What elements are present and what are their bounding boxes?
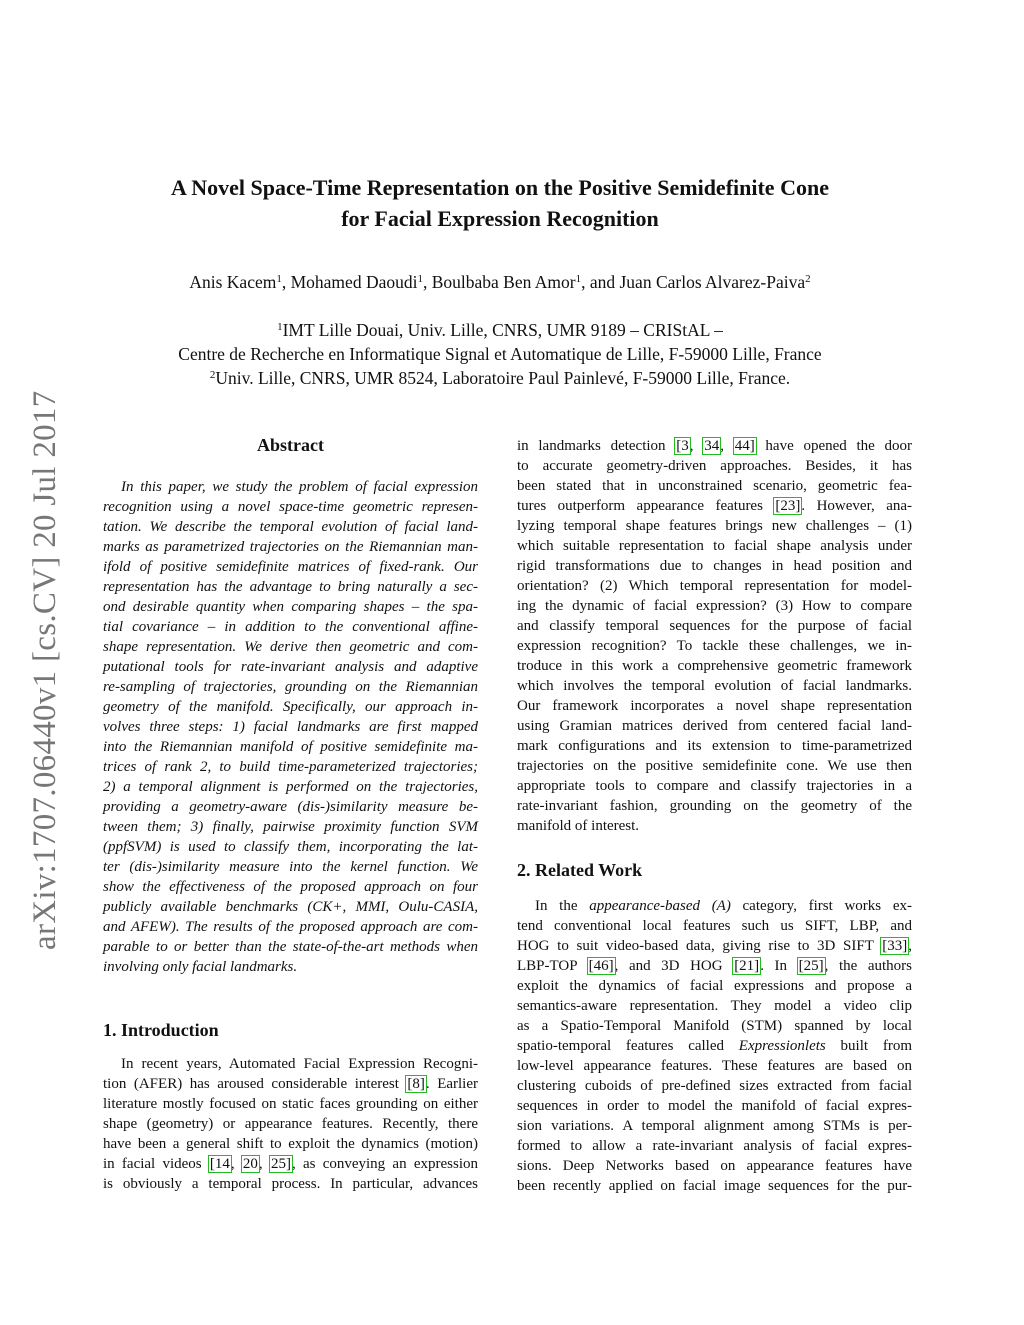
text-run: built from — [825, 1038, 912, 1054]
text-line: lyzing temporal shape features brings new challenges – (1) — [517, 518, 912, 534]
text-line: sequences in order to model the manifold of facial expres- — [517, 1098, 912, 1114]
text-line: which suitable representation to facial shape analysis under — [517, 538, 912, 554]
text-run: have opened the door — [755, 438, 913, 454]
author-affil-mark: 1 — [417, 273, 423, 285]
text-run: category, first works ex- — [730, 898, 912, 914]
text-line — [517, 936, 912, 956]
text-line: ing the dynamic of facial expression? (3) How to compare — [517, 598, 912, 614]
abstract-line: putational tools for rate-invariant analysis and adaptive — [103, 659, 478, 675]
affiliation-1b: Centre de Recherche en Informatique Signal et Automatique de Lille, F-59000 Lille, France — [178, 344, 822, 364]
abstract-line: (ppfSVM) is used to classify them, incorporating the lat- — [103, 839, 478, 855]
text-run: spatio-temporal features called — [517, 1038, 739, 1054]
text-line: In recent years, Automated Facial Expression Recogni- — [121, 1056, 478, 1072]
abstract-line: marks as parametrized trajectories on the Riemannian man- — [103, 539, 478, 555]
emphasis-text: appearance-based (A) — [589, 898, 731, 914]
text-line: exploit the dynamics of facial expressions and propose a — [517, 978, 912, 994]
citation-link[interactable]: [23] — [775, 498, 801, 514]
abstract-line: into the Riemannian manifold of positive semidefinite ma- — [103, 739, 478, 755]
text-run: . Earlier — [425, 1076, 478, 1092]
citation-link[interactable]: [3 — [676, 438, 689, 454]
author-name: Anis Kacem — [189, 272, 277, 292]
text-line: in landmarks detection [3, 34, 44] have opened the door — [517, 438, 913, 454]
abstract-line: representation has the advantage to bring naturally a sec- — [103, 579, 478, 595]
text-line: shape (geometry) or appearance features. Recently, there — [103, 1116, 478, 1132]
author-affil-mark: 1 — [276, 273, 282, 285]
text-line: literature mostly focused on static faces grounding on either — [103, 1096, 478, 1112]
text-line — [517, 1036, 912, 1056]
abstract-line: ond desirable quantity when comparing shapes – the spa- — [103, 599, 478, 615]
text-line: trajectories on the positive semidefinite cone. We use then — [517, 758, 912, 774]
abstract-line: recognition using a novel space-time geometric represen- — [103, 499, 478, 515]
author-name: , Boulbaba Ben Amor — [422, 272, 576, 292]
text-line: as a Spatio-Temporal Manifold (STM) spanned by local — [517, 1018, 912, 1034]
paper-title-line-2: for Facial Expression Recognition — [341, 206, 659, 231]
abstract-line: involving only facial landmarks. — [103, 959, 298, 975]
text-line: rate-invariant fashion, grounding on the geometry of the — [517, 798, 912, 814]
citation-link[interactable]: [8] — [407, 1076, 425, 1092]
abstract-line: volves three steps: 1) facial landmarks are first mapped — [103, 719, 478, 735]
text-line: to accurate geometry-driven approaches. Besides, it has — [517, 458, 912, 474]
abstract-line: ter (dis-)similarity measure into the kernel function. We — [103, 859, 478, 875]
citation-link[interactable]: 25] — [270, 1156, 291, 1172]
text-line: mark configurations and its extension to time-parametrized — [517, 738, 912, 754]
text-line: Our framework incorporates a novel shape representation — [517, 698, 912, 714]
abstract-line: re-sampling of trajectories, grounding on the Riemannian — [103, 679, 478, 695]
text-line: tend conventional local features such us SIFT, LBP, and — [517, 918, 912, 934]
section-heading-introduction: 1. Introduction — [103, 1020, 219, 1040]
affiliation-1 — [60, 319, 940, 341]
author-affil-mark: 2 — [805, 273, 811, 285]
text-run: , as conveying an expression — [291, 1156, 479, 1172]
author-list — [60, 271, 940, 293]
text-run: LBP-TOP — [517, 958, 588, 974]
paper-title-line-1: A Novel Space-Time Representation on the Positive Semidefinite Cone — [171, 175, 829, 200]
text-run: in facial videos — [103, 1156, 209, 1172]
text-run: tures outperform appearance features — [517, 498, 775, 514]
text-line: appropriate tools to compare and classify trajectories in a — [517, 778, 912, 794]
text-line: been recently applied on facial image sequences for the pur- — [517, 1178, 912, 1194]
text-line: sions. Deep Networks based on appearance features have — [517, 1158, 912, 1174]
citation-link[interactable]: [21] — [734, 958, 760, 974]
text-line: using Gramian matrices derived from centered facial land- — [517, 718, 912, 734]
citation-link[interactable]: [33] — [882, 938, 908, 954]
citation-link[interactable]: 20 — [242, 1156, 258, 1172]
text-line: troduce in this work a comprehensive geometric framework — [517, 658, 912, 674]
text-line — [103, 1074, 478, 1094]
abstract-line: and AFEW). The results of the proposed approach are com- — [103, 919, 478, 935]
citation-link[interactable]: 34 — [704, 438, 720, 454]
text-line: sion variations. A temporal alignment among STMs is per- — [517, 1118, 912, 1134]
author-name: , Mohamed Daoudi — [281, 272, 418, 292]
text-line: rigid transformations due to changes in head position and — [517, 558, 912, 574]
text-line: which involves the temporal evolution of facial landmarks. — [517, 678, 912, 694]
abstract-line: shape representation. We derive then geometric and com- — [103, 639, 478, 655]
affiliation-2 — [60, 367, 940, 389]
text-line: have been a general shift to exploit the dynamics (motion) — [103, 1136, 478, 1152]
abstract-line: In this paper, we study the problem of facial expression — [121, 479, 478, 495]
abstract-heading: Abstract — [257, 435, 324, 455]
text-line: in facial videos [14, 20, 25], as conveying an expression — [103, 1156, 479, 1172]
text-line: formed to allow a rate-invariant analysis of facial expres- — [517, 1138, 912, 1154]
emphasis-text: Expressionlets — [738, 1038, 826, 1054]
abstract-body — [103, 477, 478, 977]
text-run: in landmarks detection — [517, 438, 676, 454]
abstract-line: parable to or better than the state-of-the-art methods when — [103, 939, 478, 955]
related-work-paragraph — [517, 896, 912, 1196]
section-heading-related-work: 2. Related Work — [517, 860, 643, 880]
abstract-line: trices of rank 2, to build time-parameterized trajectories; — [103, 759, 478, 775]
text-run: . In — [760, 958, 798, 974]
text-line — [517, 496, 912, 516]
abstract-line: providing a geometry-aware (dis-)similarity measure be- — [103, 799, 478, 815]
affiliation-text: Univ. Lille, CNRS, UMR 8524, Laboratoire Paul Painlevé, F-59000 Lille, France. — [215, 368, 791, 388]
citation-link[interactable]: 44] — [734, 438, 755, 454]
citation-link[interactable]: [14 — [209, 1156, 230, 1172]
abstract-line: show the effectiveness of the proposed approach on four — [103, 879, 478, 895]
text-line: is obviously a temporal process. In particular, advances — [103, 1176, 478, 1192]
text-line: and classify temporal sequences for the purpose of facial — [517, 618, 912, 634]
text-line: orientation? (2) Which temporal representation for model- — [517, 578, 912, 594]
abstract-line: geometry of the manifold. Specifically, our approach in- — [103, 699, 478, 715]
abstract-line: ifold of positive semidefinite matrices of fixed-rank. Our — [103, 559, 478, 575]
text-line: low-level appearance features. These features are based on — [517, 1058, 912, 1074]
text-run: , the authors — [824, 958, 913, 974]
text-line: semantics-aware representation. They model a video clip — [517, 998, 912, 1014]
affil-mark: 1 — [277, 321, 283, 333]
text-run: , — [908, 938, 912, 954]
abstract-line: tial covariance – in addition to the conventional affine- — [103, 619, 478, 635]
author-name: , and Juan Carlos Alvarez-Paiva — [581, 272, 806, 292]
citation-link[interactable]: [25] — [798, 958, 824, 974]
text-line: clustering cuboids of pre-defined sizes extracted from facial — [517, 1078, 912, 1094]
text-run: . However, ana- — [801, 498, 912, 514]
abstract-line: tween them; 3) finally, pairwise proximity function SVM — [103, 819, 478, 835]
text-line: expression recognition? To tackle these challenges, we in- — [517, 638, 912, 654]
text-run: , and 3D HOG — [614, 958, 734, 974]
text-line — [517, 956, 912, 976]
author-affil-mark: 1 — [575, 273, 582, 285]
arxiv-stamp: arXiv:1707.06440v1 [cs.CV] 20 Jul 2017 — [27, 390, 63, 950]
text-line — [517, 896, 912, 916]
abstract-line: publicly available benchmarks (CK+, MMI, Oulu-CASIA, — [103, 899, 478, 915]
text-run: In the — [535, 898, 590, 914]
text-line: manifold of interest. — [517, 818, 640, 834]
text-run: HOG to suit video-based data, giving rise to 3D SIFT — [517, 938, 882, 954]
affil-mark: 2 — [209, 369, 216, 381]
text-line: been stated that in unconstrained scenario, geometric fea- — [517, 478, 912, 494]
introduction-paragraph-continued — [517, 436, 912, 836]
abstract-line: tation. We describe the temporal evolution of facial land- — [103, 519, 478, 535]
introduction-paragraph — [103, 1054, 478, 1194]
text-run: tion (AFER) has aroused considerable interest — [103, 1076, 407, 1092]
abstract-line: 2) a temporal alignment is performed on the trajectories, — [103, 779, 478, 795]
affiliation-text: IMT Lille Douai, Univ. Lille, CNRS, UMR 9189 – CRIStAL – — [282, 320, 723, 340]
citation-link[interactable]: [46] — [588, 958, 614, 974]
